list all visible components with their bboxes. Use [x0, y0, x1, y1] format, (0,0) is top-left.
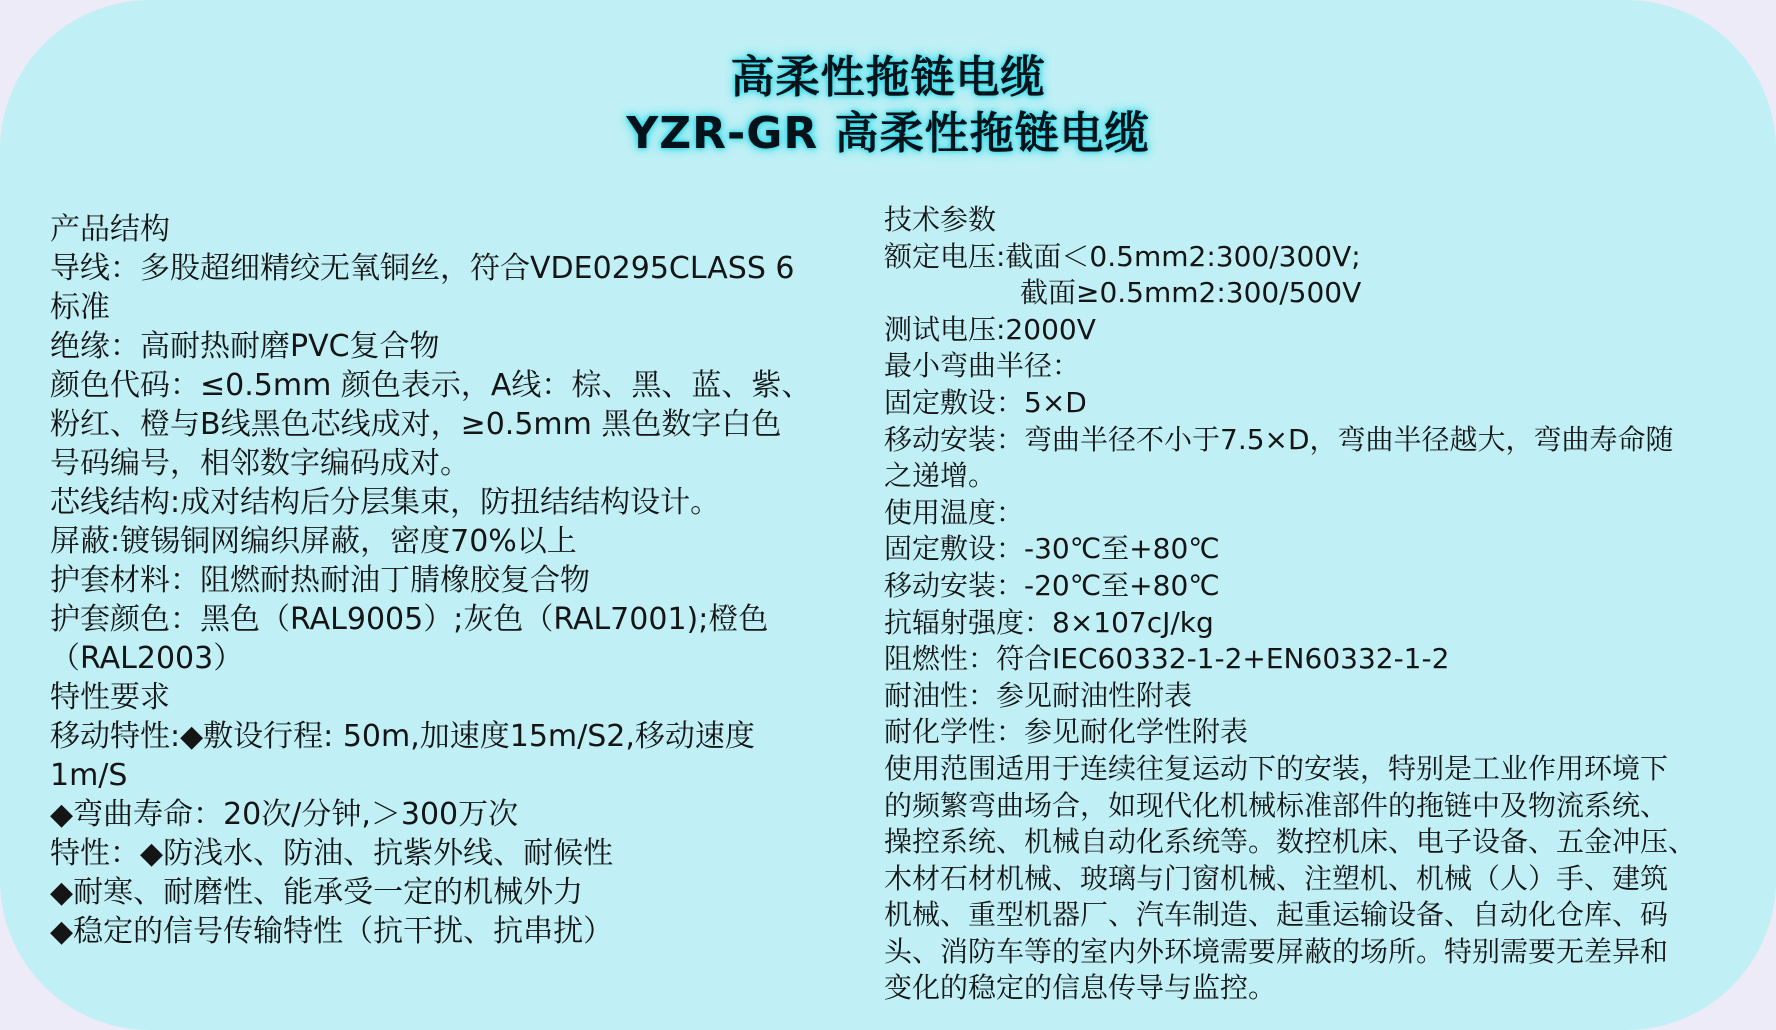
text-line: 号码编号，相邻数字编码成对。 [50, 446, 470, 481]
text-line: 标准 [50, 290, 110, 325]
text-line: 移动安装：-20℃至+80℃ [884, 568, 1220, 602]
text-line: 机械、重型机器厂、汽车制造、起重运输设备、自动化仓库、码 [884, 898, 1669, 932]
text-line: 抗辐射强度：8×107cJ/kg [884, 605, 1214, 639]
page-title: 高柔性拖链电缆 [730, 52, 1046, 103]
text-line: 粉红、橙与B线黑色芯线成对，≥0.5mm 黑色数字白色 [50, 407, 782, 442]
text-line: 额定电压:截面＜0.5mm2:300/300V; [884, 239, 1361, 273]
text-line: 木材石材机械、玻璃与门窗机械、注塑机、机械（人）手、建筑 [884, 861, 1669, 895]
text-line: 操控系统、机械自动化系统等。数控机床、电子设备、五金冲压、 [884, 825, 1697, 859]
text-line: 绝缘：高耐热耐磨PVC复合物 [50, 329, 440, 364]
text-line: 屏蔽:镀锡铜网编织屏蔽，密度70%以上 [50, 524, 577, 559]
text-line: 导线：多股超细精绞无氧铜丝，符合VDE0295CLASS 6 [50, 251, 795, 286]
text-line: 阻燃性：符合IEC60332-1-2+EN60332-1-2 [884, 642, 1450, 676]
text-line: 最小弯曲半径： [884, 349, 1081, 383]
text-line: 护套颜色：黑色（RAL9005）;灰色（RAL7001);橙色 [50, 602, 769, 637]
text-line: 固定敷设：-30℃至+80℃ [884, 532, 1220, 566]
text-line: 耐油性：参见耐油性附表 [884, 678, 1193, 712]
text-line: 耐化学性：参见耐化学性附表 [884, 715, 1249, 749]
text-line: 芯线结构:成对结构后分层集束，防扭结结构设计。 [50, 485, 721, 520]
section-heading-requirements: 特性要求 [50, 680, 170, 715]
text-line: ◆稳定的信号传输特性（抗干扰、抗串扰） [50, 914, 614, 949]
text-line: ◆弯曲寿命：20次/分钟,＞300万次 [50, 797, 519, 832]
product-structure-column [50, 210, 870, 951]
text-line: 之递增。 [884, 459, 997, 493]
technical-parameters-column [884, 202, 1754, 1007]
page-subtitle: YZR-GR 高柔性拖链电缆 [626, 108, 1150, 159]
section-heading-structure: 产品结构 [50, 212, 170, 247]
text-line: ◆耐寒、耐磨性、能承受一定的机械外力 [50, 875, 584, 910]
section-heading-parameters: 技术参数 [884, 203, 997, 236]
text-line: （RAL2003） [50, 641, 244, 676]
text-line: 护套材料：阻燃耐热耐油丁腈橡胶复合物 [50, 563, 590, 598]
text-line: 移动特性:◆敷设行程: 50m,加速度15m/S2,移动速度 [50, 719, 755, 754]
text-line: 变化的稳定的信息传导与监控。 [884, 971, 1277, 1005]
text-line: 头、消防车等的室内外环境需要屏蔽的场所。特别需要无差异和 [884, 934, 1669, 968]
text-line: 固定敷设：5×D [884, 385, 1087, 419]
text-line: 测试电压:2000V [884, 312, 1096, 346]
text-line: 的频繁弯曲场合，如现代化机械标准部件的拖链中及物流系统、 [884, 788, 1669, 822]
text-line: 使用温度： [884, 495, 1025, 529]
text-line: 移动安装：弯曲半径不小于7.5×D，弯曲半径越大，弯曲寿命随 [884, 422, 1674, 456]
text-line: 颜色代码：≤0.5mm 颜色表示，A线：棕、黑、蓝、紫、 [50, 368, 812, 403]
text-line: 特性：◆防浅水、防油、抗紫外线、耐候性 [50, 836, 614, 871]
text-line: 使用范围适用于连续往复运动下的安装，特别是工业作用环境下 [884, 751, 1669, 785]
text-line: 1m/S [50, 758, 128, 793]
text-line: 截面≥0.5mm2:300/500V [1020, 276, 1362, 310]
